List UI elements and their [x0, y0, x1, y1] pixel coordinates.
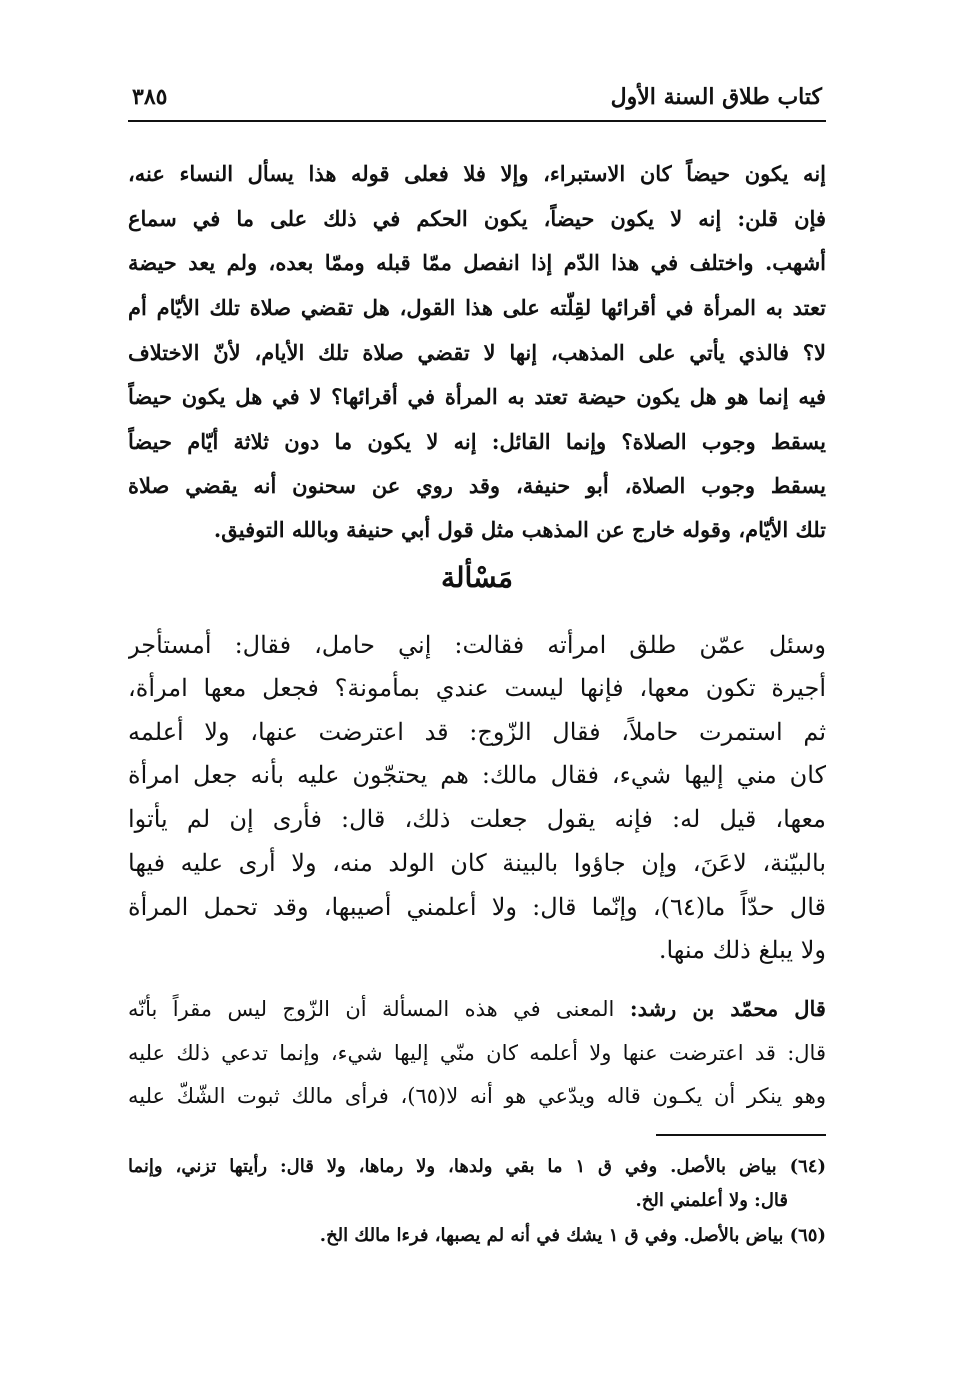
section-heading: مَسْألة [440, 561, 514, 594]
text-line [128, 990, 826, 1028]
text-line: تلك الأيّام، وقوله خارج عن المذهب مثل قول أبي حنيفة وبالله التوفيق. [213, 517, 826, 542]
text-line: قال حدّاً ما(٦٤)، وإنّما قال: ولا أعلمني أصيبها، وقد تحمل المرأة [128, 893, 826, 921]
text-line: بالبيّنة، لاعَنَ، وإن جاؤوا بالبينة كان الولد منه، ولا أرى عليه فيها [128, 849, 826, 877]
text-line: لا؟ فالذي يأتي على المذهب، إنها لا تقضي صلاة تلك الأيام، لأنّ الاختلاف [128, 340, 826, 365]
commentary-lead: قال محمّد بن رشد: [629, 996, 826, 1021]
chapter-title: كتاب طلاق السنة الأول [610, 84, 822, 110]
text-line: إنه يكون حيضاً كان الاستبراء، وإلا فلا فعلى قوله هذا يسأل النساء عنه، [128, 161, 826, 186]
commentary-text: المعنى في هذه المسألة أن الزّوج ليس مقراً بأنّه [128, 997, 615, 1021]
text-line: فإن قلن: إنه لا يكون حيضاً، يكون الحكم في ذلك على ما في سماع [128, 206, 826, 231]
text-line: ولا يبلغ ذلك منها. [658, 936, 826, 964]
text-line: كان مني إليها شيء، فقال مالك: هم يحتجّون عليه بأنه جعل امرأة [128, 761, 826, 789]
footnote-divider [656, 1134, 826, 1136]
text-line: وسئل عمّن طلق امرأته فقالت: إني حامل، فقال: أمستأجر [128, 631, 826, 659]
text-line: يسقط وجوب الصلاة، أبو حنيفة، وقد روي عن سحنون أنه يقضي صلاة [128, 473, 826, 498]
text-line: ثم استمرت حاملاً، فقال الزّوج: قد اعترضت عنها، ولا أعلمه [128, 718, 826, 746]
text-line: وهو ينكر أن يكـون قاله ويدّعي هو أنه لا(٦٥)، فرأى مالك ثبوت الشّكّ عليه [128, 1084, 826, 1108]
footnote-64: (٦٤) بياض بالأصل. وفي ق ١ ما بقي ولدها، ولا رماها، ولا قال: رأيتها تزني، وإنما [128, 1156, 826, 1177]
page-number: ٣٨٥ [132, 84, 168, 110]
text-line: قال: قد اعترضت عنها ولا أعلمه كان منّي إليها شيء، وإنما تدعي ذلك عليه [128, 1041, 826, 1065]
text-line: أشهب. واختلف في هذا الدّم إذا انفصل ممّا قبله وممّا بعده، ولم يعد حيضة [128, 250, 826, 275]
footnote-65: (٦٥) بياض بالأصل. وفي ق ١ يشك في أنه لم يصبها، فرءا مالك الخ. [319, 1225, 826, 1246]
running-header [128, 78, 826, 122]
text-line: تعتد به المرأة في أقرائها لقِلّته على هذا القول، هل تقضي صلاة تلك الأيّام أم [128, 295, 826, 320]
text-line: فيه إنما هو هل يكون حيضة تعتد به المرأة في أقرائها؟ لا في هل يكون حيضاً [128, 384, 826, 409]
text-line: يسقط وجوب الصلاة؟ وإنما القائل: إنه لا يكون ما دون ثلاثة أيّام حيضاً [128, 429, 826, 454]
text-line: أجيرة تكون معها، فإنها ليست عندي بمأمونة؟ فجعل معها امرأة، [128, 674, 826, 702]
text-line: معها، قيل له: فإنه يقول جعلت ذلك، قال: فأرى إن لم يأتوا [128, 805, 826, 833]
footnote-64-continued: قال: ولا أعلمني الخ. [635, 1190, 788, 1211]
